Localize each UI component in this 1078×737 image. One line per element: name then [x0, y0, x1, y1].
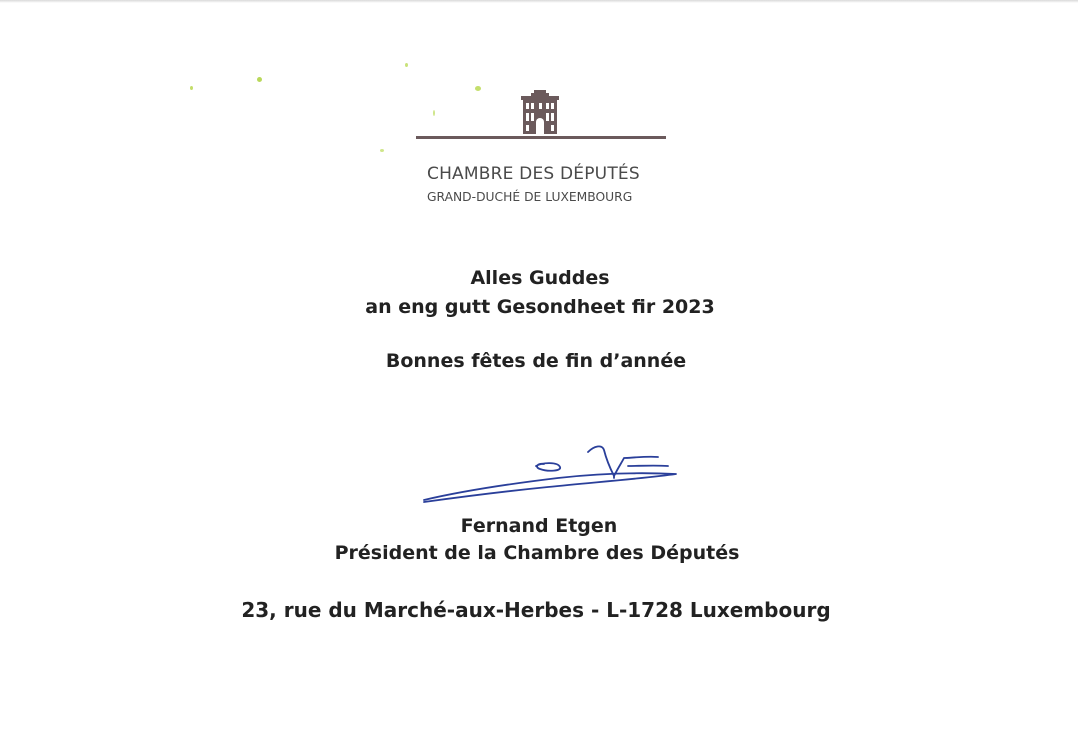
signer-name: Fernand Etgen	[460, 515, 618, 537]
postal-address: 23, rue du Marché-aux-Herbes - L-1728 Luxembourg	[241, 598, 831, 622]
signature	[418, 440, 682, 506]
chamber-building-icon	[415, 88, 667, 148]
handwritten-signature-icon	[418, 440, 682, 506]
scan-speck	[405, 63, 408, 67]
scan-speck	[190, 86, 193, 90]
greeting-line: Bonnes fêtes de fin d’année	[385, 350, 687, 372]
greeting-line: an eng gutt Gesondheet fir 2023	[365, 296, 715, 318]
letterhead-logo	[415, 88, 667, 148]
institution-name: CHAMBRE DES DÉPUTÉS	[427, 164, 640, 184]
scan-speck	[257, 77, 262, 82]
greeting-line: Alles Guddes	[470, 267, 610, 289]
institution-country: GRAND-DUCHÉ DE LUXEMBOURG	[427, 190, 633, 204]
scan-edge	[0, 0, 1078, 3]
signer-title: Président de la Chambre des Députés	[334, 542, 740, 564]
scan-speck	[380, 149, 384, 152]
